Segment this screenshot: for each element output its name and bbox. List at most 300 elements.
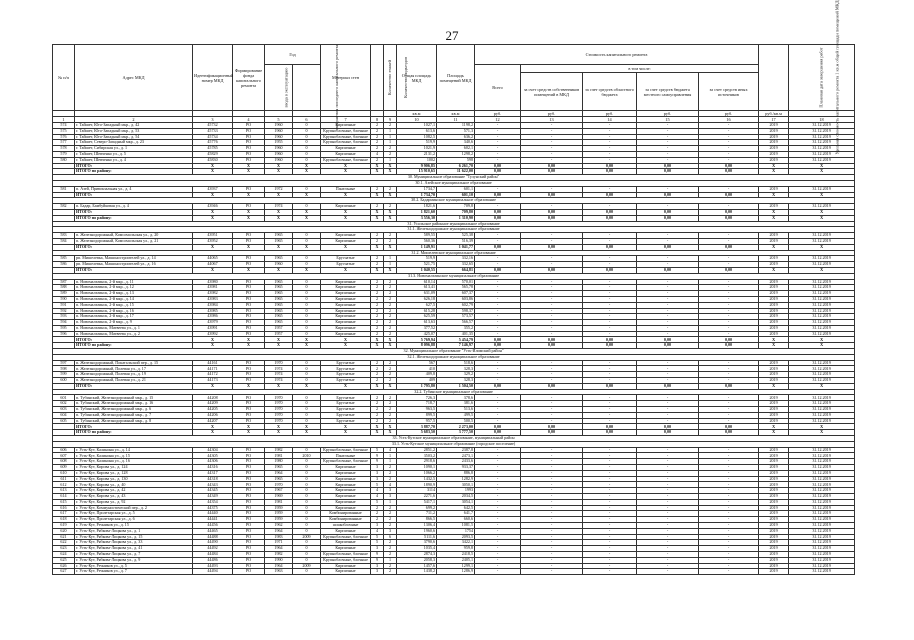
table-cell: 518,6	[437, 360, 475, 366]
table-cell: 4	[371, 528, 384, 534]
table-cell: Х	[233, 343, 265, 349]
address-cell: г. Тайшет, Сибирская ул., д. 1	[75, 146, 193, 152]
section-heading: 32.2. Тубинское муниципальное образование	[53, 389, 855, 395]
table-cell: 2019	[759, 378, 789, 384]
table-cell: 519,9	[397, 140, 437, 146]
table-cell: 2019	[759, 360, 789, 366]
table-cell: 709,80	[437, 209, 475, 215]
table-cell: -	[637, 378, 699, 384]
table-cell: Х	[789, 430, 855, 436]
table-cell: Х	[193, 244, 233, 250]
table-cell: Кирпичные	[321, 546, 371, 552]
table-cell: 636,2	[437, 134, 475, 140]
table-cell: 602	[53, 401, 75, 407]
table-cell: 0,00	[637, 267, 699, 273]
table-cell: -	[583, 360, 637, 366]
table-cell: -	[583, 134, 637, 140]
table-cell: Крупноблочные, блочные	[321, 557, 371, 563]
table-cell: Х	[321, 209, 371, 215]
table-cell: 590	[53, 296, 75, 302]
table-cell: 0,00	[699, 209, 759, 215]
table-cell: 355,2	[437, 325, 475, 331]
table-cell: 3503,2	[397, 453, 437, 459]
unit-sqm: кв.м	[437, 111, 475, 117]
table-cell: 610,14	[397, 279, 437, 285]
table-cell: 1965	[265, 320, 293, 326]
table-cell: Х	[789, 244, 855, 250]
table-cell: 609	[53, 465, 75, 471]
header-local: за счет средств бюджета местного самоуправления	[637, 73, 699, 111]
col-index: 11	[437, 117, 475, 123]
table-cell: 0	[293, 505, 321, 511]
table-cell: 4	[371, 151, 384, 157]
table-cell: -	[699, 325, 759, 331]
address-cell: п. Новомальтинск, Матвеева ул., д. 1	[75, 325, 193, 331]
table-cell: 409,8	[397, 372, 437, 378]
table-cell: -	[475, 522, 521, 528]
table-cell: 0	[293, 511, 321, 517]
table-cell: РО	[233, 204, 265, 210]
table-cell: -	[699, 476, 759, 482]
table-cell: 0,00	[475, 430, 521, 436]
table-cell: 2	[371, 233, 384, 239]
address-cell: п. Новомальтинск, 2-й мкр., д. 15	[75, 302, 193, 308]
table-cell: Х	[371, 209, 384, 215]
table-cell: Х	[789, 337, 855, 343]
table-cell: Х	[293, 424, 321, 430]
table-cell: Крупноблочные, блочные	[321, 551, 371, 557]
table-cell: 1965	[265, 314, 293, 320]
table-cell: 1965	[265, 233, 293, 239]
table-cell: 619	[53, 522, 75, 528]
table-cell: 31.12.2019	[789, 447, 855, 453]
table-cell: 0	[293, 291, 321, 297]
table-cell: 0	[293, 378, 321, 384]
table-cell: 44490	[193, 540, 233, 546]
table-cell: 44161	[193, 360, 233, 366]
table-cell: -	[521, 151, 583, 157]
table-cell: 2	[371, 372, 384, 378]
table-cell: 1964	[265, 546, 293, 552]
table-cell: 1993	[437, 488, 475, 494]
table-cell: Х	[789, 192, 855, 198]
table-cell: 1957	[265, 331, 293, 337]
repair-program-table	[52, 0, 855, 575]
table-cell: Х	[293, 209, 321, 215]
table-cell: Кирпичные	[321, 279, 371, 285]
total-label: ИТОГО:	[75, 209, 193, 215]
table-cell: -	[521, 279, 583, 285]
table-cell: 31.12.2019	[789, 511, 855, 517]
table-cell: РО	[233, 123, 265, 129]
col-index: 17	[759, 117, 789, 123]
table-cell: Х	[384, 163, 397, 169]
table-cell: 0,00	[583, 337, 637, 343]
table-cell: -	[521, 308, 583, 314]
table-cell: 1965	[265, 476, 293, 482]
table-cell: 0	[293, 540, 321, 546]
table-cell: -	[583, 366, 637, 372]
table-cell: 0,00	[583, 209, 637, 215]
table-cell: 44209	[193, 401, 233, 407]
table-cell: РО	[233, 418, 265, 424]
table-cell: РО	[233, 494, 265, 500]
table-cell: -	[521, 551, 583, 557]
table-cell: -	[699, 123, 759, 129]
table-cell: 31.12.2019	[789, 320, 855, 326]
table-cell: Х	[233, 169, 265, 175]
table-cell: 1	[384, 459, 397, 465]
table-cell: -	[521, 470, 583, 476]
table-cell: 631,09	[397, 291, 437, 297]
table-cell: -	[637, 505, 699, 511]
table-cell: -	[637, 157, 699, 163]
table-cell: 5417,1	[397, 499, 437, 505]
col-index: 6	[293, 117, 321, 123]
table-cell: 2	[384, 465, 397, 471]
table-cell: 2	[384, 308, 397, 314]
table-cell: -	[583, 511, 637, 517]
table-cell: -	[637, 134, 699, 140]
table-cell: -	[521, 494, 583, 500]
table-cell: -	[699, 366, 759, 372]
table-cell: -	[637, 308, 699, 314]
table-cell: 627	[53, 569, 75, 575]
table-cell: -	[637, 447, 699, 453]
table-cell: 1969	[265, 494, 293, 500]
table-cell: 2019	[759, 540, 789, 546]
table-cell: Кирпичные	[321, 331, 371, 337]
table-cell: 44484	[193, 551, 233, 557]
table-cell: 43946	[193, 204, 233, 210]
table-cell: -	[637, 412, 699, 418]
table-cell: 2473,1	[437, 453, 475, 459]
table-cell: 0,00	[583, 169, 637, 175]
table-cell: 0	[293, 366, 321, 372]
table-cell: -	[475, 325, 521, 331]
total-label: ИТОГО по району:	[75, 215, 193, 221]
table-cell: Х	[233, 267, 265, 273]
table-cell: 607	[53, 453, 75, 459]
table-cell: 2	[371, 314, 384, 320]
table-cell: Х	[384, 337, 397, 343]
table-cell: 44205	[193, 407, 233, 413]
table-cell: 579	[53, 151, 75, 157]
table-cell: 2	[384, 233, 397, 239]
table-cell: 726,3	[397, 395, 437, 401]
table-cell: 1 821,60	[397, 209, 437, 215]
table-cell: 43980	[193, 279, 233, 285]
table-cell: 602,79	[437, 302, 475, 308]
table-cell: 575	[53, 128, 75, 134]
table-cell: Х	[321, 215, 371, 221]
table-cell: 2019	[759, 238, 789, 244]
table-cell: Х	[233, 244, 265, 250]
table-cell: 1965	[265, 256, 293, 262]
table-cell: 31.12.2019	[789, 557, 855, 563]
table-cell: 2019	[759, 204, 789, 210]
table-cell: 621	[53, 534, 75, 540]
address-cell: г. Тайшет, Северо-Западный мкр., д. 23	[75, 140, 193, 146]
table-cell: Кирпичные	[321, 123, 371, 129]
table-cell: -	[699, 522, 759, 528]
address-cell: г. Усть-Кут, Кирова ул., д. 43	[75, 494, 193, 500]
table-cell: Х	[233, 383, 265, 389]
col-index: 3	[193, 117, 233, 123]
table-cell: 0,00	[475, 424, 521, 430]
table-cell: 1 149,91	[397, 244, 437, 250]
address-cell: п. Железнодорожный, Покатальский пер., д. 15	[75, 360, 193, 366]
table-cell: 0	[293, 546, 321, 552]
table-cell: 626,18	[397, 296, 437, 302]
section-heading: 30.1. Азейское муниципальное образование	[53, 180, 855, 186]
table-cell: 2	[384, 511, 397, 517]
table-cell: -	[583, 447, 637, 453]
table-cell: 1 734,70	[397, 192, 437, 198]
table-cell: РО	[233, 517, 265, 523]
table-cell: Х	[321, 383, 371, 389]
table-cell: 31.12.2019	[789, 569, 855, 575]
table-cell: 2	[371, 291, 384, 297]
table-cell: 1955	[265, 140, 293, 146]
table-cell: Кирпичные	[321, 476, 371, 482]
table-cell: Х	[789, 169, 855, 175]
table-cell: -	[521, 488, 583, 494]
table-cell: -	[637, 551, 699, 557]
table-cell: -	[475, 447, 521, 453]
table-cell: 1457,6	[397, 563, 437, 569]
table-cell: 0	[293, 407, 321, 413]
table-cell: Кирпичные	[321, 488, 371, 494]
address-cell: п. Новомальтинск, 2-й мкр., д. 16	[75, 308, 193, 314]
table-cell: 0,00	[699, 267, 759, 273]
table-cell: 31.12.2019	[789, 465, 855, 471]
col-index: 12	[475, 117, 521, 123]
table-cell: 2	[371, 256, 384, 262]
table-cell: 594	[53, 320, 75, 326]
table-cell: 2	[371, 360, 384, 366]
table-cell: Х	[371, 337, 384, 343]
table-cell: -	[583, 146, 637, 152]
table-cell: 0,00	[521, 192, 583, 198]
table-cell: 3	[371, 470, 384, 476]
table-cell: -	[521, 372, 583, 378]
table-cell: -	[475, 395, 521, 401]
address-cell: г. Тайшет, Юго-Западный мкр., д. 53	[75, 128, 193, 134]
table-cell: 0,00	[583, 244, 637, 250]
table-cell: 600	[53, 378, 75, 384]
table-cell: -	[699, 528, 759, 534]
table-cell: 0	[293, 325, 321, 331]
table-cell: 0,00	[637, 215, 699, 221]
table-cell: 2019	[759, 279, 789, 285]
table-cell: -	[699, 360, 759, 366]
table-cell: 0	[293, 320, 321, 326]
table-cell: 0,00	[699, 343, 759, 349]
table-cell: 0,00	[521, 244, 583, 250]
table-cell: -	[699, 551, 759, 557]
table-cell: -	[699, 238, 759, 244]
table-cell: 2019	[759, 551, 789, 557]
table-cell: РО	[233, 551, 265, 557]
table-cell: Х	[193, 169, 233, 175]
table-cell: 31.12.2019	[789, 238, 855, 244]
table-cell: 605	[53, 418, 75, 424]
address-cell: п. Железнодорожный, Полевая ул., д. 21	[75, 378, 193, 384]
table-cell: Х	[193, 383, 233, 389]
table-cell: 44493	[193, 563, 233, 569]
table-cell: 31.12.2019	[789, 291, 855, 297]
table-cell: 4	[384, 482, 397, 488]
table-cell: РО	[233, 459, 265, 465]
table-cell: 5 454,79	[437, 337, 475, 343]
table-cell: 31.12.2019	[789, 314, 855, 320]
table-cell: 2	[384, 476, 397, 482]
table-cell: -	[699, 418, 759, 424]
table-cell: -	[699, 157, 759, 163]
table-cell: 1734,7	[397, 186, 437, 192]
table-cell: 1960	[265, 146, 293, 152]
table-cell: 5	[371, 447, 384, 453]
table-cell: 866,5	[397, 517, 437, 523]
table-cell: -	[583, 291, 637, 297]
table-cell: Х	[321, 424, 371, 430]
table-cell: -	[475, 320, 521, 326]
table-cell: 31.12.2019	[789, 134, 855, 140]
table-cell: 11 622,00	[437, 169, 475, 175]
table-cell: 1974	[265, 378, 293, 384]
table-cell: -	[521, 262, 583, 268]
table-cell: 1982	[265, 447, 293, 453]
address-cell: п. Железнодорожный, Комсомольская ул., д. 20	[75, 233, 193, 239]
col-index: 14	[583, 117, 637, 123]
table-cell: 2019	[759, 366, 789, 372]
table-cell: 1970	[265, 395, 293, 401]
table-cell: РО	[233, 151, 265, 157]
table-cell: Кирпичные	[321, 563, 371, 569]
table-cell: -	[699, 204, 759, 210]
table-cell: Х	[759, 192, 789, 198]
table-cell: Х	[384, 424, 397, 430]
table-cell: 1964	[265, 563, 293, 569]
table-cell: 613,63	[397, 320, 437, 326]
table-cell: 583	[53, 233, 75, 239]
table-cell: 620	[53, 528, 75, 534]
table-cell: Х	[233, 430, 265, 436]
table-cell: 2010	[293, 453, 321, 459]
table-cell: 2019	[759, 186, 789, 192]
table-cell: Х	[789, 215, 855, 221]
table-cell: Х	[193, 424, 233, 430]
address-cell: г. Усть-Кут, Калинина ул., д. 16	[75, 459, 193, 465]
table-cell: -	[699, 557, 759, 563]
table-cell: 0,00	[583, 430, 637, 436]
table-cell: 2	[371, 320, 384, 326]
table-cell: 613,6	[397, 128, 437, 134]
table-cell: 581	[53, 186, 75, 192]
table-cell: РО	[233, 534, 265, 540]
table-cell: 44208	[193, 395, 233, 401]
table-cell: -	[583, 528, 637, 534]
table-cell: 0,00	[583, 267, 637, 273]
table-cell: 718,7	[397, 401, 437, 407]
table-cell: 31.12.2019	[789, 540, 855, 546]
table-cell: -	[637, 296, 699, 302]
table-cell: 0,00	[637, 192, 699, 198]
table-cell: 44492	[193, 546, 233, 552]
table-cell: Х	[233, 215, 265, 221]
address-cell: рп. Мишелевка, Машиностроителей ул., д. 14	[75, 256, 193, 262]
table-cell: 31.12.2019	[789, 186, 855, 192]
table-cell: 2	[371, 146, 384, 152]
table-cell: 0,00	[521, 267, 583, 273]
table-cell: 1035,4	[397, 546, 437, 552]
table-cell: -	[475, 551, 521, 557]
table-cell: 45733	[193, 128, 233, 134]
table-cell: 5111,6	[397, 534, 437, 540]
table-cell: -	[521, 291, 583, 297]
table-cell: 0	[293, 401, 321, 407]
table-cell: -	[475, 285, 521, 291]
table-cell: 6	[384, 534, 397, 540]
header-id: Идентификационный номер МКД	[193, 45, 233, 111]
table-cell: -	[699, 291, 759, 297]
table-cell: 0	[293, 186, 321, 192]
table-cell: Х	[265, 343, 293, 349]
table-cell: 2019	[759, 494, 789, 500]
table-cell: -	[475, 366, 521, 372]
table-cell: 2009	[293, 534, 321, 540]
table-cell: -	[583, 308, 637, 314]
table-cell: РО	[233, 488, 265, 494]
table-cell: Кирпичные	[321, 505, 371, 511]
address-cell: п. Тубинский, Железнодорожный мкр., д. 6	[75, 407, 193, 413]
table-cell: Х	[265, 169, 293, 175]
table-cell: 1021,9	[397, 146, 437, 152]
table-cell: 0,00	[699, 215, 759, 221]
table-cell: 44486	[193, 557, 233, 563]
table-cell: 340,6	[437, 140, 475, 146]
table-cell: 1981	[265, 453, 293, 459]
table-cell: -	[475, 488, 521, 494]
table-cell: РО	[233, 146, 265, 152]
table-cell: 31.12.2019	[789, 453, 855, 459]
table-cell: 2	[371, 308, 384, 314]
table-cell: 0,00	[583, 424, 637, 430]
table-cell: 44345	[193, 488, 233, 494]
table-cell: Панельные	[321, 453, 371, 459]
table-cell: РО	[233, 372, 265, 378]
table-cell: Х	[789, 163, 855, 169]
col-index: 9	[384, 117, 397, 123]
table-cell: 3422,1	[437, 540, 475, 546]
address-cell: г. Тайшет, Шевченко ул., д. 5	[75, 151, 193, 157]
table-cell: 1959	[265, 505, 293, 511]
table-cell: 45734	[193, 134, 233, 140]
table-cell: 2019	[759, 482, 789, 488]
table-cell: РО	[233, 320, 265, 326]
table-cell: Х	[293, 169, 321, 175]
table-cell: 2	[384, 325, 397, 331]
table-cell: 3	[371, 569, 384, 575]
table-cell: -	[637, 372, 699, 378]
table-cell: -	[521, 522, 583, 528]
table-cell: 0,00	[521, 169, 583, 175]
table-cell: 611	[53, 476, 75, 482]
table-cell: 2019	[759, 505, 789, 511]
table-cell: 43985	[193, 308, 233, 314]
table-cell: Х	[759, 163, 789, 169]
